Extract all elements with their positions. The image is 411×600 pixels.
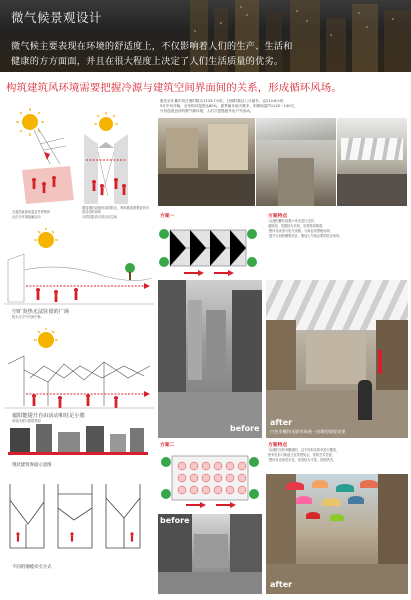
scheme1-feature-2: 遮阳面，发掘较为充裕，光照得到削弱， [268,224,326,228]
scheme1-feature-3: ·整体布设形与电气线路，与商业氛围相协调， [268,229,333,233]
before-photo-2 [158,514,262,594]
after-photo-2 [266,474,408,594]
diagram2-sub: 阳光与空气对流不畅 [12,315,41,319]
intro-line-2: 健康的方方面面，并且在很大程度上决定了人们生活质量的优劣。 [11,56,284,67]
before-label-1: before [230,424,260,433]
climate-line-1: 重庆全年累年均日照时数为1233.7小时，日照时数以八月最多，达210.6小时， [160,99,288,103]
diagram-shaded-street [4,326,154,426]
scheme2-title: 方案二 [160,443,175,448]
headline: 构筑建筑风环境需要把握冷源与建筑空间界面间的关系，形成循环风场。 [6,82,342,94]
climate-line-2: 5月中旬开始，全年相对湿度达80%，夏季最多雨天数多，年降雨量约1120～140天， [160,104,298,108]
climate-line-3: 只有创造良好的微气候环境，人们才更愿意外出户外活动。 [160,109,254,113]
cable-methods-label: 不同的钢缆牵引方式 [12,565,52,570]
diagram1-caption-c: 增加遮阳设施形成阴影区，利用微害景观营造可供活动的场所 [82,206,149,214]
after-label-1: after [270,418,293,427]
scheme2-feature-3: ·整体布态视觉多变，营造较为丰富，氛围热烈。 [268,458,336,462]
scheme2-feature-1: ·以遮阳交织伞棚遮阳，以不同形态的伞进行覆盖， [268,448,340,452]
scheme2-feature-2: 使伞色彩与街道文化氛围契合，美观艺术性强， [268,453,335,457]
after-caption-1: 白色伞膜和光影形成统一协调的视觉效果 [270,429,346,434]
before-label-2: before [160,516,190,525]
scheme1-title: 方案一 [160,214,175,219]
scheme2-features-title: 方案特点 [268,443,288,448]
diagram-open-plaza [4,228,154,320]
page-title: 微气候景观设计 [11,10,103,25]
scheme2-plan [158,448,262,510]
existing-interface-diagram [8,422,148,460]
after-label-2: after [270,580,293,589]
existing-interface-label: 现状建筑界面示意图 [12,463,52,468]
diagram1-caption-a: 无遮挡直射高温宜外界物体 [12,210,51,214]
diagram1-caption-d: 可供阴影高大的活动空间 [82,215,118,219]
before-photo-1 [158,280,262,438]
diagram1-caption-b: 无法与环境接触活动 [12,215,41,219]
sun-icon [16,108,44,136]
diagram2-caption: 空旷炎热无法驻留的广场 [12,309,70,315]
street-photo-1 [158,118,255,206]
scheme1-features-title: 方案特点 [268,214,288,219]
diagram3-sub: 形成冷源与建筑界面 [12,419,41,423]
cable-methods-diagram [8,478,148,556]
scheme1-feature-1: ·以遮阳棚布加强小米光进行交织， [268,219,317,223]
street-photo-3 [337,118,407,206]
scheme1-plan [158,220,258,276]
intro-line-1: 微气候主要表现在环境的舒适度上，不仅影响着人们的生产、生活和 [11,41,293,52]
street-photo-2 [256,118,336,206]
diagram3-caption: 遮阳能提升自由活动和驻足小憩 [12,413,85,419]
after-photo-1 [266,280,408,438]
header-banner [0,0,411,72]
scheme1-feature-4: ·提升空间的聚集效应，增加人气和必要的驻足场所。 [268,234,343,238]
